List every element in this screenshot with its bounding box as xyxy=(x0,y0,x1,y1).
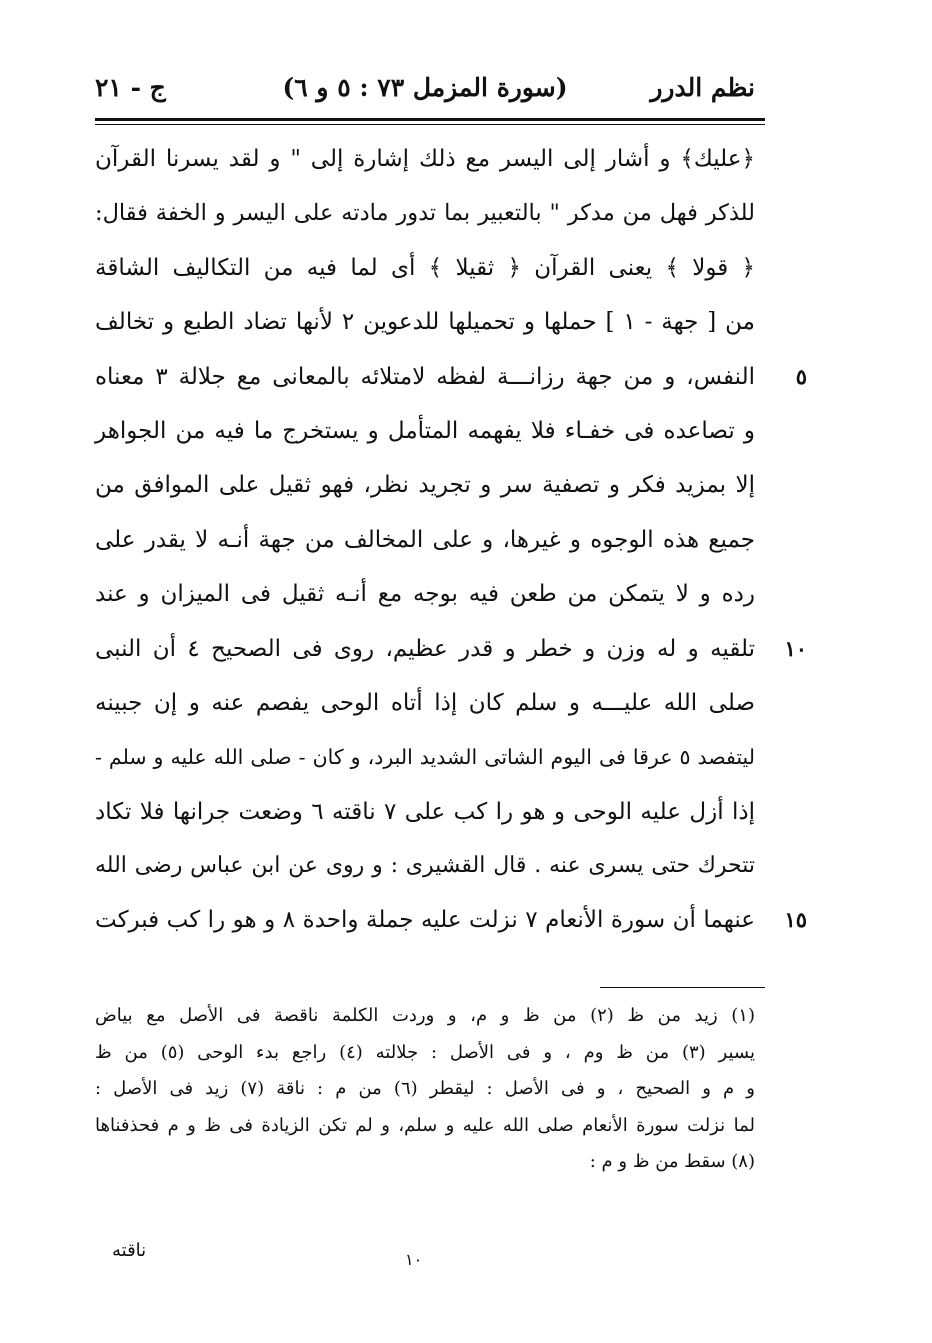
text-line xyxy=(95,676,755,730)
text-line xyxy=(95,404,755,458)
text-line xyxy=(95,513,755,567)
footnote-line: (١) زيد من ظ (٢) من ظ و م، و وردت الكلمة ناقصة فى الأصل مع بياض xyxy=(95,1005,755,1026)
line-text: من [ جهة - ١ ] حملها و تحميلها للدعوين ٢ لأنها تضاد الطبع و تخالف xyxy=(95,309,756,336)
line-text: و تصاعده فى خفـاء فلا يفهمه المتأمل و يستخرج ما فيه من الجواهر xyxy=(95,417,755,444)
text-line xyxy=(95,186,755,240)
text-line xyxy=(95,350,807,404)
signature-mark: ١٠ xyxy=(405,1250,423,1269)
line-text: عنهما أن سورة الأنعام ٧ نزلت عليه جملة واحدة ٨ و هو را كب فبركت xyxy=(95,907,755,934)
footnote-line: يسير (٣) من ظ وم ، و فى الأصل : جلالته (٤) راجع بدء الوحى (٥) من ظ xyxy=(95,1041,755,1063)
footnote-line: (٨) سقط من ظ و م : xyxy=(589,1151,755,1173)
running-header xyxy=(95,68,755,108)
footnotes xyxy=(95,998,755,1181)
line-text: للذكر فهل من مدكر " بالتعبير بما تدور مادته على اليسر و الخفة فقال: xyxy=(95,200,755,227)
header-rule-thin xyxy=(95,124,765,125)
header-rule-thick xyxy=(95,118,765,121)
line-text: إذا أزل عليه الوحى و هو را كب على ٧ ناقته ٦ وضعت جرانها فلا تكاد xyxy=(95,798,755,825)
text-line xyxy=(95,785,755,839)
text-line xyxy=(95,730,755,784)
line-text: ﴿عليك﴾ و أشار إلى اليسر مع ذلك إشارة إلى " و لقد يسرنا القرآن xyxy=(95,146,755,172)
text-line xyxy=(95,622,807,676)
line-text: رده و لا يتمكن من طعن فيه بوجه مع أنـه ثقيل فى الميزان و عند xyxy=(95,581,755,608)
surah-reference: (سورة المزمل ٧٣ : ٥ و ٦) xyxy=(282,73,568,102)
line-text: النفس، و من جهة رزانـــة لفظه لامتلائه بالمعانى مع جلالة ٣ معناه xyxy=(95,363,755,390)
line-number: ١٠ xyxy=(784,635,807,661)
text-line xyxy=(95,132,755,186)
text-line xyxy=(95,458,755,512)
catchword: ناقته xyxy=(112,1240,147,1261)
line-text: صلى الله عليـــه و سلم كان إذا أتاه الوحى يفصم عنه و إن جبينه xyxy=(95,689,755,716)
text-line xyxy=(95,567,755,621)
line-text: إلا بمزيد فكر و تصفية سر و تجريد نظر، فهو ثقيل على الموافق من xyxy=(95,472,755,499)
footnote-line: و م و الصحيح ، و فى الأصل : ليقطر (٦) من م : ناقة (٧) زيد فى الأصل : xyxy=(95,1078,755,1100)
text-line xyxy=(95,241,755,295)
text-line xyxy=(95,893,807,947)
book-title: نظم الدرر xyxy=(650,73,755,102)
text-line xyxy=(95,839,755,893)
footnote-line: لما نزلت سورة الأنعام صلى الله عليه و سلم، و لم تكن الزيادة فى ظ و م فحذفناها xyxy=(95,1114,755,1136)
volume-page-number: ج - ٢١ xyxy=(95,73,166,102)
footnote-separator xyxy=(600,987,765,988)
line-text: تتحرك حتى يسرى عنه . قال القشيرى : و روى عن ابن عباس رضى الله xyxy=(95,853,755,879)
line-text: جميع هذه الوجوه و غيرها، و على المخالف من جهة أنـه لا يقدر على xyxy=(95,526,755,553)
line-text: تلقيه و له وزن و خطر و قدر عظيم، روى فى الصحيح ٤ أن النبى xyxy=(95,635,755,662)
line-number: ١٥ xyxy=(784,907,807,933)
line-text: ﴿ قولا ﴾ يعنى القرآن ﴿ ثقيلا ﴾ أى لما فيه من التكاليف الشاقة xyxy=(95,254,755,281)
main-text xyxy=(95,132,807,948)
text-line xyxy=(95,295,755,349)
line-text: ليتفصد ٥ عرقا فى اليوم الشاتى الشديد البرد، و كان - صلى الله عليه و سلم - xyxy=(95,745,755,770)
line-number: ٥ xyxy=(795,363,807,389)
